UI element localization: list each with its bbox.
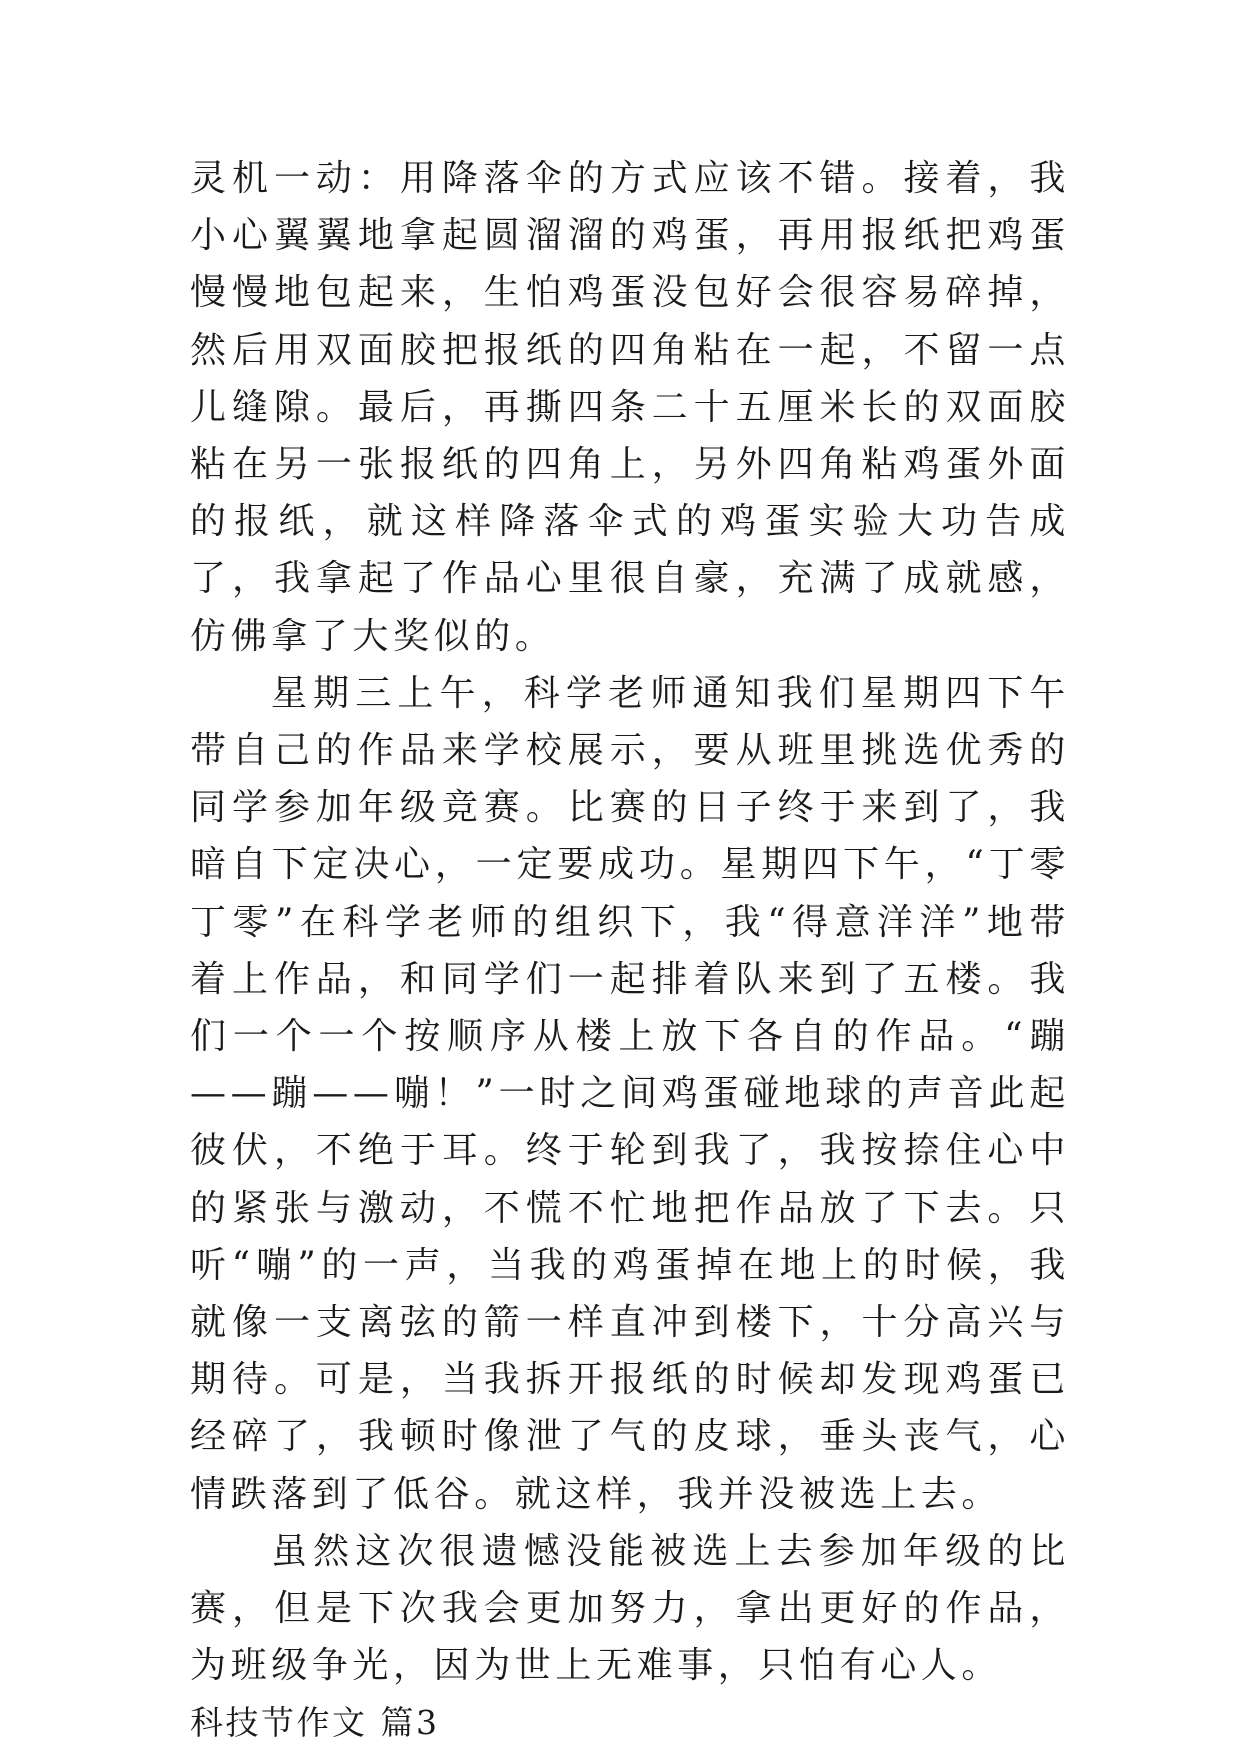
paragraph-1: 灵机一动：用降落伞的方式应该不错。接着，我小心翼翼地拿起圆溜溜的鸡蛋，再用报纸把鸡蛋慢慢地包起来，生怕鸡蛋没包好会很容易碎掉，然后用双面胶把报纸的四角粘在一起，不留一点儿缝隙。最后，再撕四条二十五厘米长的双面胶粘在另一张报纸的四角上，另外四角粘鸡蛋外面的报纸，就这样降落伞式的鸡蛋实验大功告成了，我拿起了作品心里很自豪，充满了成就感，仿佛拿了大奖似的。 xyxy=(190,158,1070,657)
paragraph-2: 星期三上午，科学老师通知我们星期四下午带自己的作品来学校展示，要从班里挑选优秀的同学参加年级竞赛。比赛的日子终于来到了，我暗自下定决心，一定要成功。星期四下午，“丁零丁零”在科学老师的组织下，我“得意洋洋”地带着上作品，和同学们一起排着队来到了五楼。我们一个一个按顺序从楼上放下各自的作品。“蹦——蹦——嘣！”一时之间鸡蛋碰地球的声音此起彼伏，不绝于耳。终于轮到我了，我按捺住心中的紧张与激动，不慌不忙地把作品放了下去。只听“嘣”的一声，当我的鸡蛋掉在地上的时候，我就像一支离弦的箭一样直冲到楼下，十分高兴与期待。可是，当我拆开报纸的时候却发现鸡蛋已经碎了，我顿时像泄了气的皮球，垂头丧气，心情跌落到了低谷。就这样，我并没被选上去。 xyxy=(190,672,1070,1515)
paragraph-3: 虽然这次很遗憾没能被选上去参加年级的比赛，但是下次我会更加努力，拿出更好的作品，为班级争光，因为世上无难事，只怕有心人。 xyxy=(190,1530,1070,1687)
document-body xyxy=(190,150,1070,1752)
section-heading: 科技节作文 篇3 xyxy=(190,1703,440,1743)
